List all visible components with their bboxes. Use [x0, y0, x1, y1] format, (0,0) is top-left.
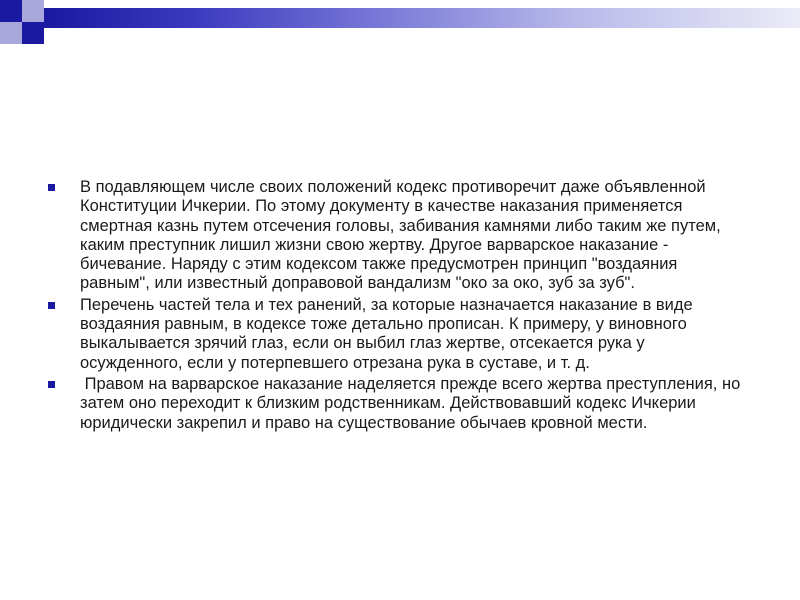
header-block-light-2 [0, 22, 22, 44]
bullet-text: Перечень частей тела и тех ранений, за которые назначается наказание в виде воздаяния равным, в кодексе тоже детально прописан. К примеру, у виновного выкалывается зрячий глаз, если он выбил глаз жертве, отсекается рука у осужденного, если у потерпевшего отрезана рука в суставе, и т. д. [80, 295, 693, 372]
header-gradient-bar [44, 8, 800, 28]
bullet-text: В подавляющем числе своих положений кодекс противоречит даже объявленной Конституции Ичкерии. По этому документу в качестве наказания применяется смертная казнь путем отсечения головы, забивания камнями либо таким же путем, каким преступник лишил жизни свою жертву. Другое варварское наказание - бичевание. Наряду с этим кодексом также предусмотрен принцип "воздаяния равным", или известный доправовой вандализм "око за око, зуб за зуб". [80, 178, 721, 293]
header-block-light-1 [22, 0, 44, 22]
square-bullet-icon [48, 184, 55, 191]
slide-content [48, 178, 748, 435]
square-bullet-icon [48, 302, 55, 309]
bullet-item [48, 296, 748, 373]
bullet-item [48, 178, 748, 294]
bullet-text: Правом на варварское наказание наделяется прежде всего жертва преступления, но затем оно переходит к близким родственникам. Действовавший кодекс Ичкерии юридически закрепил и право на существование обычаев кровной мести. [80, 374, 745, 432]
bullet-item [48, 375, 748, 433]
header-block-dark-2 [22, 22, 44, 44]
square-bullet-icon [48, 381, 55, 388]
header-block-dark-1 [0, 0, 22, 22]
